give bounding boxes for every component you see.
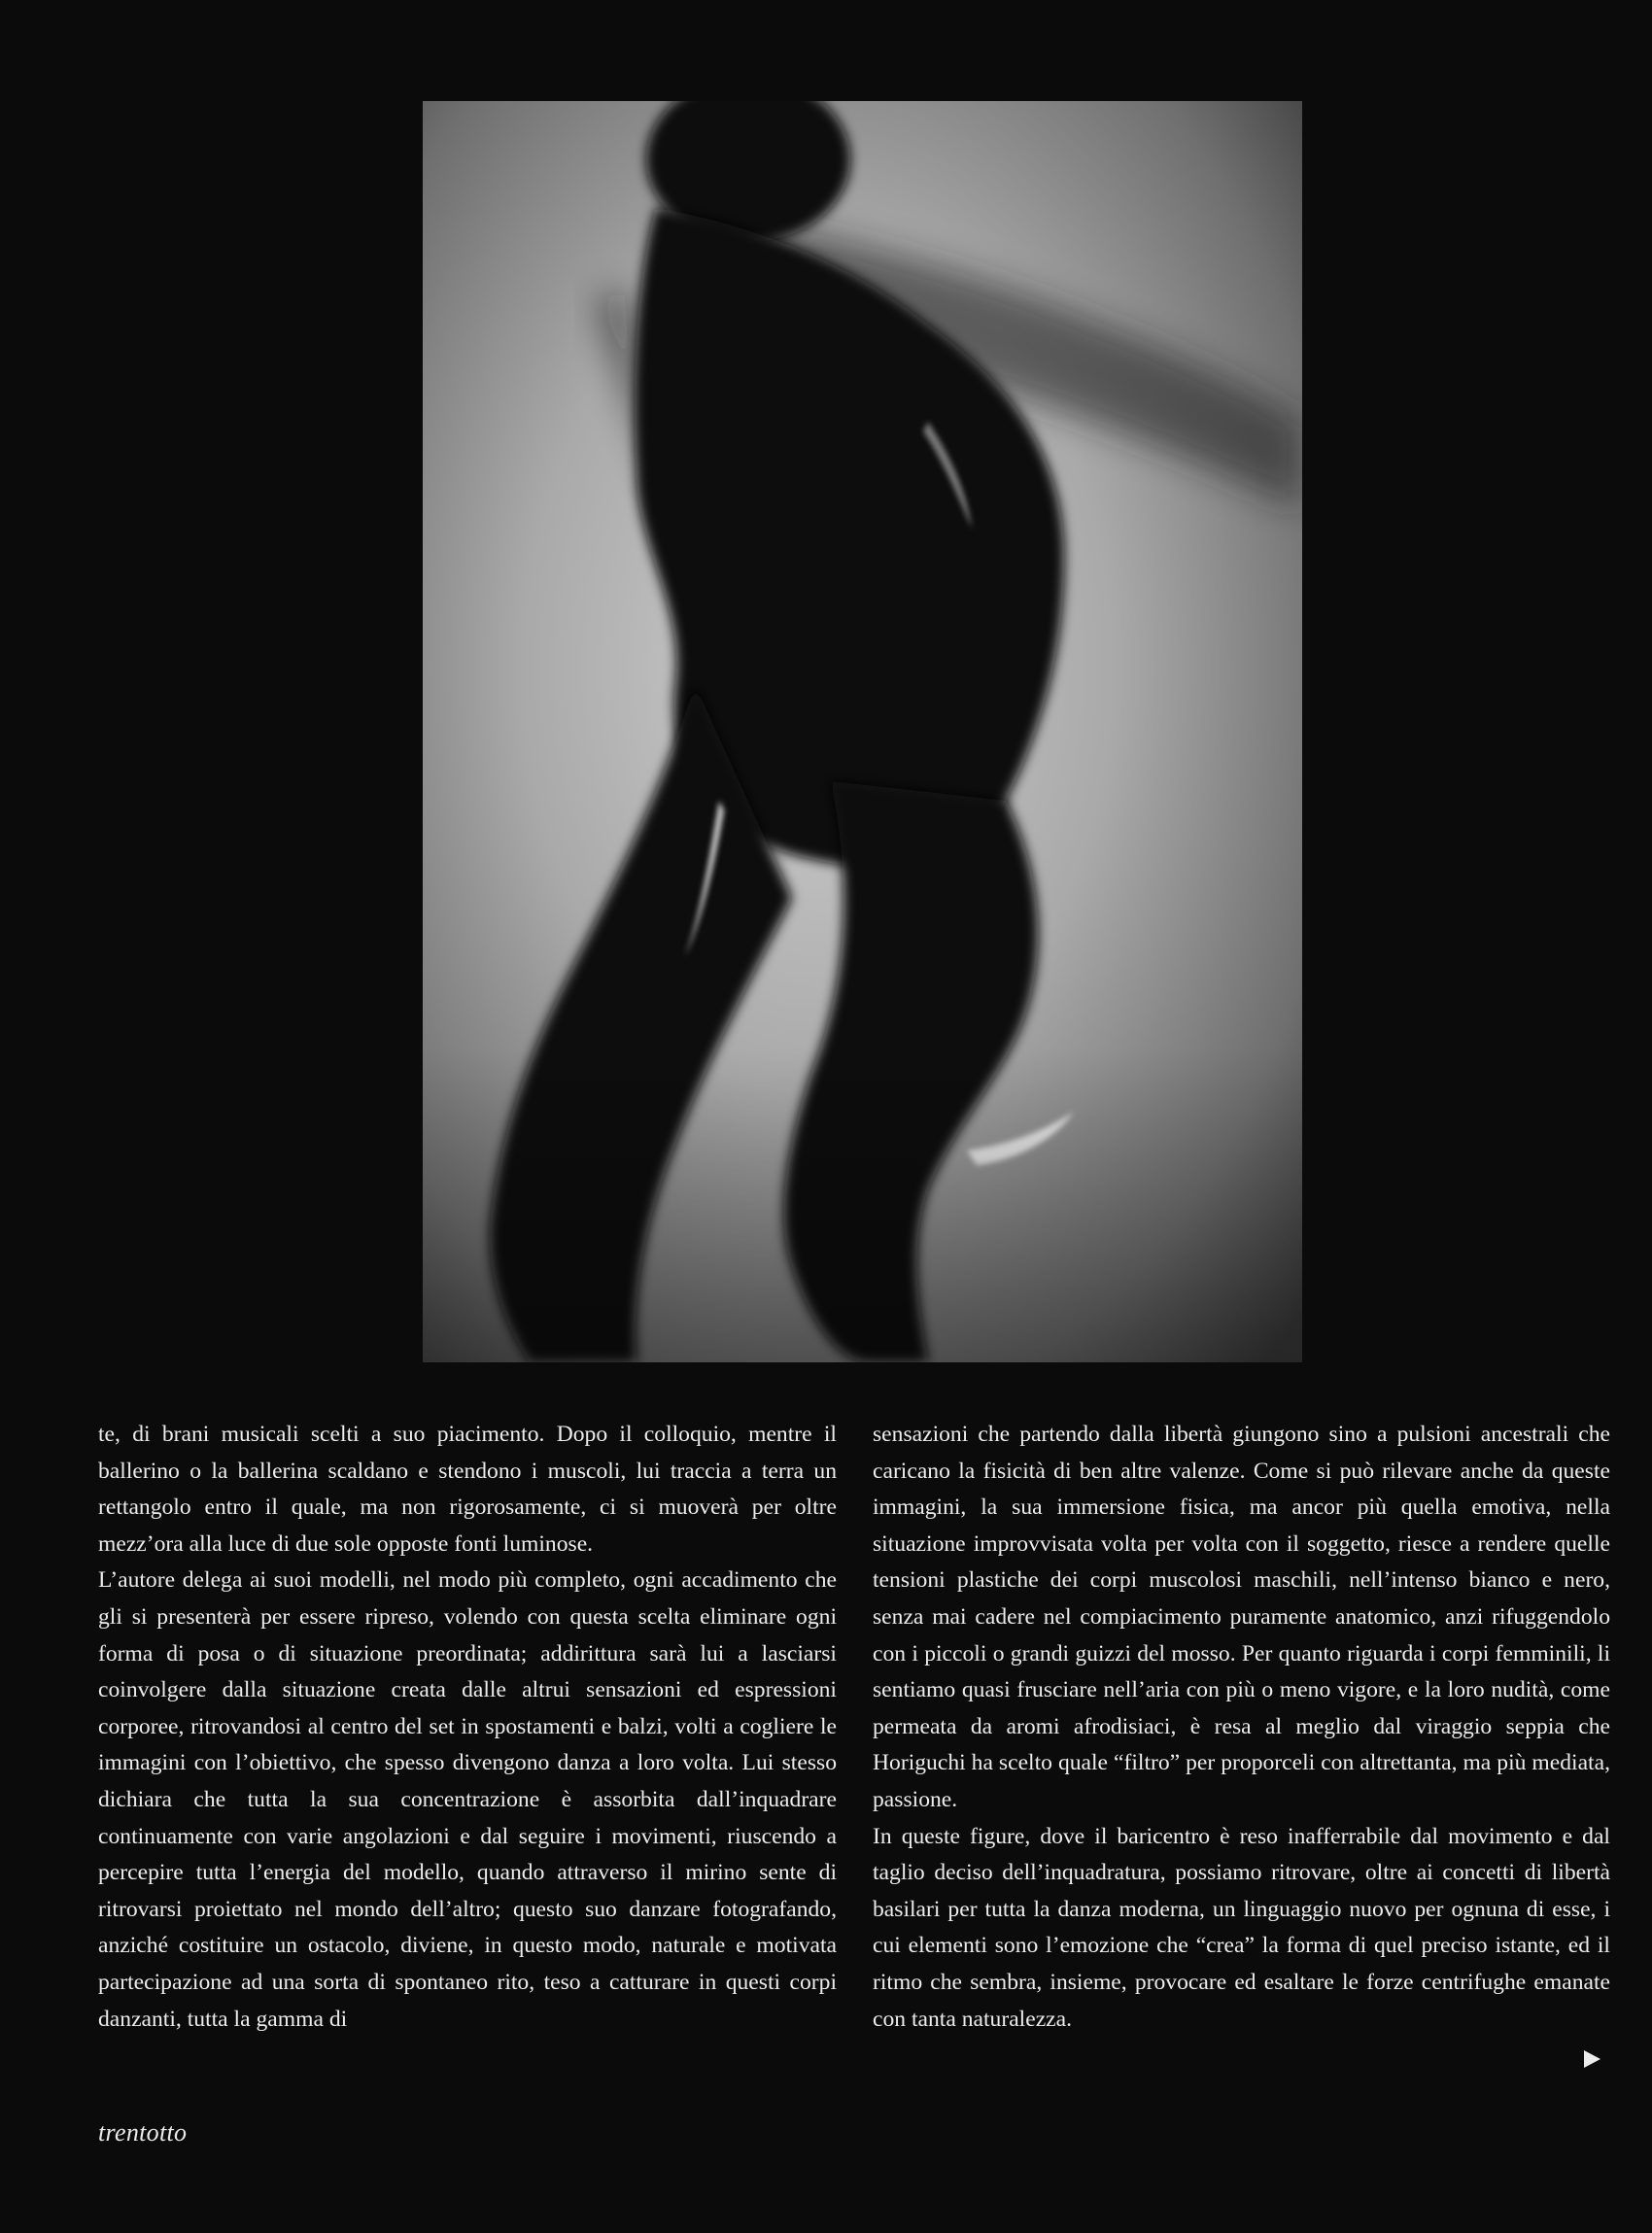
paragraph-right-2: In queste figure, dove il baricentro è reso inafferrabile dal movimento e dal taglio deciso dell’inquadratura, possiamo ritrovare, oltre ai concetti di libertà basilari per tutta la danza moderna, un linguaggio nuovo per ognuna di esse, i cui elementi sono l’emozione che “crea” la forma di quel preciso istante, ed il ritmo che sembra, insieme, provocare ed esaltare le forze centrifughe emanate con tanta naturalezza. bbox=[873, 1823, 1610, 2032]
page-folio: trentotto bbox=[98, 2118, 188, 2147]
triangle-right-icon bbox=[1584, 2050, 1600, 2068]
text-column-right bbox=[873, 1417, 1610, 2038]
paragraph-left-1: te, di brani musicali scelti a suo piacimento. Dopo il colloquio, mentre il ballerino o la ballerina scaldano e stendono i muscoli, lui traccia a terra un rettangolo entro il quale, ma non rigorosamente, ci si muoverà per oltre mezz’ora alla luce di due sole opposte fonti luminose. bbox=[98, 1422, 837, 1557]
dancer-photograph bbox=[423, 101, 1302, 1362]
paragraph-right-1: sensazioni che partendo dalla libertà giungono sino a pulsioni ancestrali che caricano la fisicità di ben altre valenze. Come si può rilevare anche da queste immagini, la sua immersione fisica, ma ancor più quella emotiva, nella situazione improvvisata volta per volta con il soggetto, riesce a rendere quelle tensioni plastiche dei corpi muscolosi maschili, nell’intenso bianco e nero, senza mai cadere nel compiacimento puramente anatomico, anzi rifuggendolo con i piccoli o grandi guizzi del mosso. Per quanto riguarda i corpi femminili, li sentiamo quasi frusciare nell’aria con più o meno vigore, e la loro nudità, come permeata da aromi afrodisiaci, è resa al meglio dal viraggio seppia che Horiguchi ha scelto quale “filtro” per proporceli con altrettanta, ma più mediata, passione. bbox=[873, 1422, 1610, 1812]
text-column-left bbox=[98, 1417, 837, 2038]
photo-dancer-figure bbox=[423, 101, 1302, 1362]
paragraph-left-2: L’autore delega ai suoi modelli, nel modo più completo, ogni accadimento che gli si presenterà per essere ripreso, volendo con questa scelta eliminare ogni forma di posa o di situazione preordinata; addirittura sarà lui a lasciarsi coinvolgere dalla situazione creata dalle altrui sensazioni ed espressioni corporee, ritrovandosi al centro del set in spostamenti e balzi, volti a cogliere le immagini con l’obiettivo, che spesso divengono danza a loro volta. Lui stesso dichiara che tutta la sua concentrazione è assorbita dall’inquadrare continuamente con varie angolazioni e dal seguire i movimenti, riuscendo a percepire tutta l’energia del modello, quando attraverso il mirino sente di ritrovarsi proiettato nel mondo dell’altro; questo suo danzare fotografando, anziché costituire un ostacolo, diviene, in questo modo, naturale e motivata partecipazione ad una sorta di spontaneo rito, teso a catturare in questi corpi danzanti, tutta la gamma di bbox=[98, 1567, 837, 2032]
